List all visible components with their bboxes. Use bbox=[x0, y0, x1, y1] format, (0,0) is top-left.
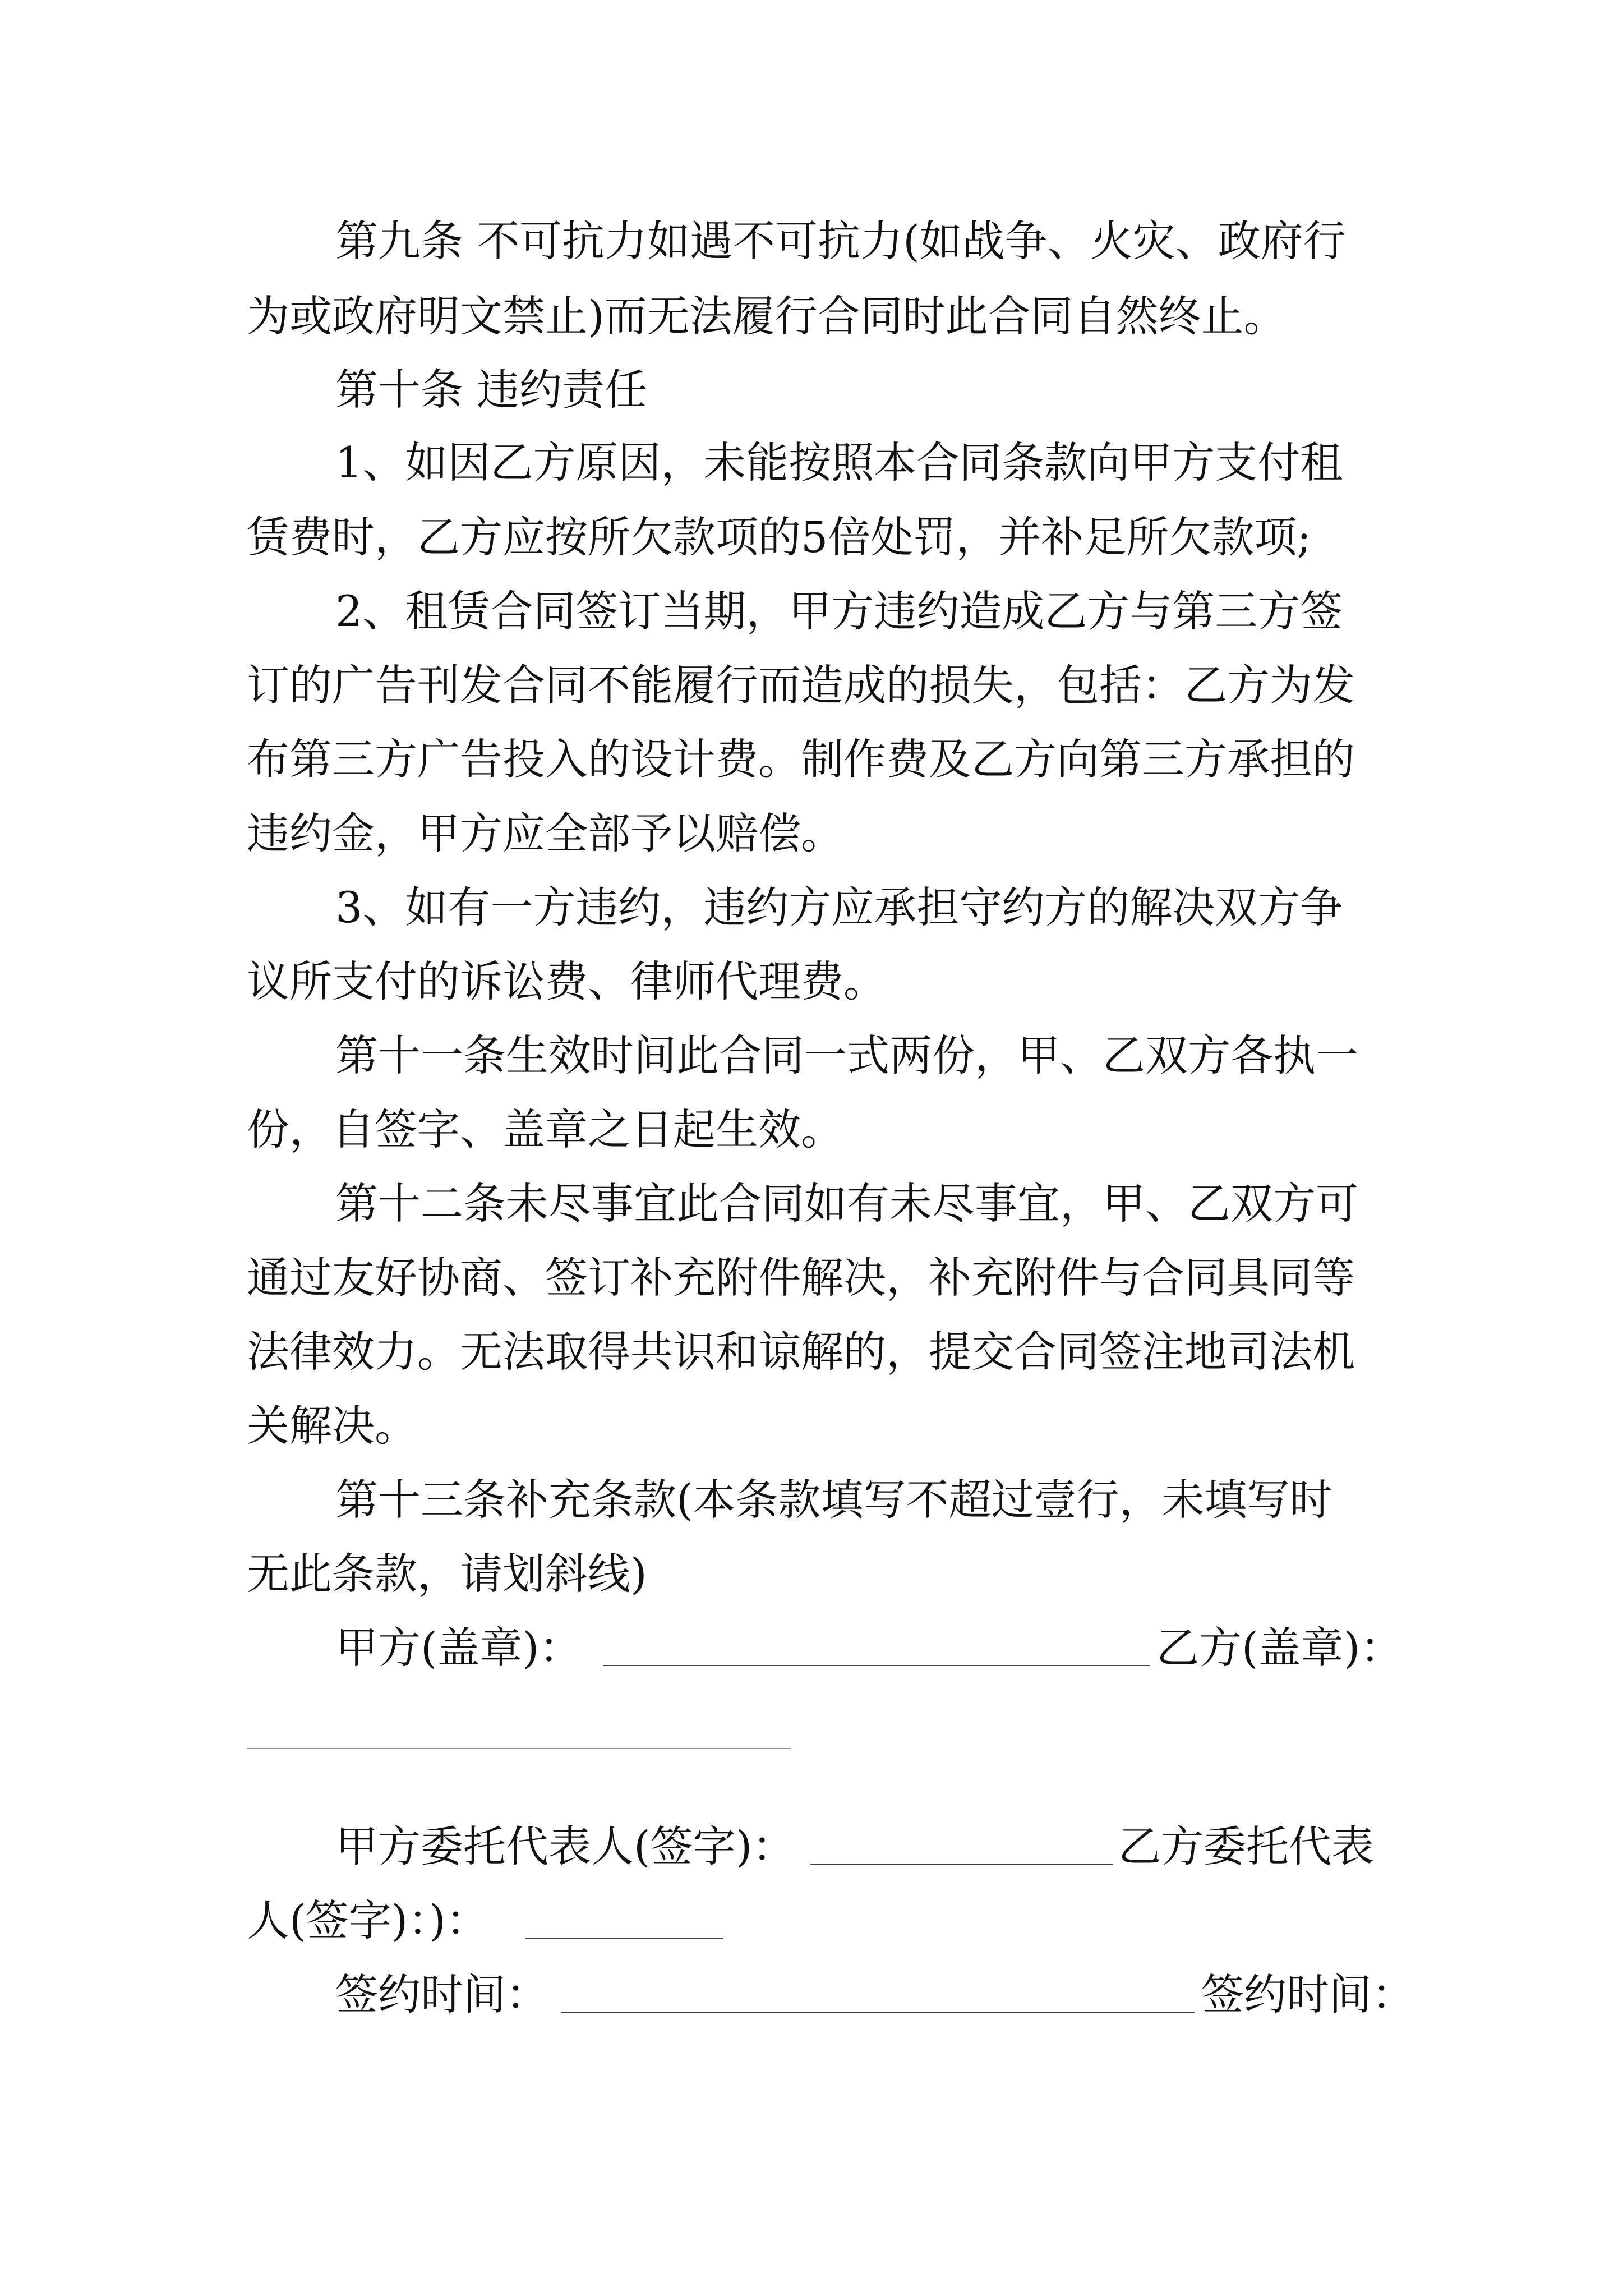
party-b-seal-blank[interactable] bbox=[247, 1748, 791, 1749]
sign-time-a-label: 签约时间： bbox=[335, 1970, 548, 2019]
article-10-item-1-line-1: 1、如因乙方原因，未能按照本合同条款向甲方支付租 bbox=[335, 438, 1343, 487]
party-a-seal-label: 甲方(盖章)： bbox=[335, 1623, 582, 1673]
article-12-line-2: 通过友好协商、签订补充附件解决，补充附件与合同具同等 bbox=[247, 1253, 1355, 1303]
article-10-item-1-line-2: 赁费时，乙方应按所欠款项的5倍处罚，并补足所欠款项; bbox=[247, 512, 1311, 562]
article-10-item-2-line-3: 布第三方广告投入的设计费。制作费及乙方向第三方承担的 bbox=[247, 734, 1355, 784]
party-a-rep-blank[interactable] bbox=[810, 1864, 1113, 1865]
party-b-seal-label: 乙方(盖章)： bbox=[1156, 1623, 1403, 1673]
party-b-rep-blank[interactable] bbox=[525, 1938, 723, 1939]
party-b-rep-label-part-2: 人(签字)：)： bbox=[247, 1895, 488, 1945]
article-10-item-3-line-1: 3、如有一方违约，违约方应承担守约方的解决双方争 bbox=[335, 882, 1343, 932]
article-11-line-2: 份，自签字、盖章之日起生效。 bbox=[247, 1105, 843, 1154]
article-13-line-1: 第十三条补充条款(本条款填写不超过壹行，未填写时 bbox=[335, 1475, 1332, 1525]
party-b-rep-label-part-1: 乙方委托代表 bbox=[1118, 1821, 1374, 1871]
article-9-line-1: 第九条 不可抗力如遇不可抗力(如战争、火灾、政府行 bbox=[335, 216, 1346, 266]
article-12-line-4: 关解决。 bbox=[247, 1401, 417, 1451]
article-10-item-2-line-2: 订的广告刊发合同不能履行而造成的损失，包括：乙方为发 bbox=[247, 660, 1355, 710]
sign-time-a-blank[interactable] bbox=[561, 2012, 1195, 2013]
article-13-line-2: 无此条款，请划斜线) bbox=[247, 1549, 647, 1599]
article-12-line-1: 第十二条未尽事宜此合同如有未尽事宜，甲、乙双方可 bbox=[335, 1179, 1358, 1228]
article-10-item-3-line-2: 议所支付的诉讼费、律师代理费。 bbox=[247, 956, 886, 1006]
article-10-item-2-line-4: 违约金，甲方应全部予以赔偿。 bbox=[247, 808, 843, 858]
article-12-line-3: 法律效力。无法取得共识和谅解的，提交合同签注地司法机 bbox=[247, 1327, 1355, 1377]
party-a-rep-label: 甲方委托代表人(签字)： bbox=[335, 1821, 795, 1871]
article-11-line-1: 第十一条生效时间此合同一式两份，甲、乙双方各执一 bbox=[335, 1030, 1358, 1080]
article-9-line-2: 为或政府明文禁止)而无法履行合同时此合同自然终止。 bbox=[247, 291, 1287, 341]
sign-time-b-label: 签约时间： bbox=[1201, 1970, 1414, 2019]
article-10-heading: 第十条 违约责任 bbox=[335, 365, 648, 415]
party-a-seal-blank[interactable] bbox=[603, 1665, 1150, 1666]
article-10-item-2-line-1: 2、租赁合同签订当期，甲方违约造成乙方与第三方签 bbox=[335, 586, 1343, 636]
